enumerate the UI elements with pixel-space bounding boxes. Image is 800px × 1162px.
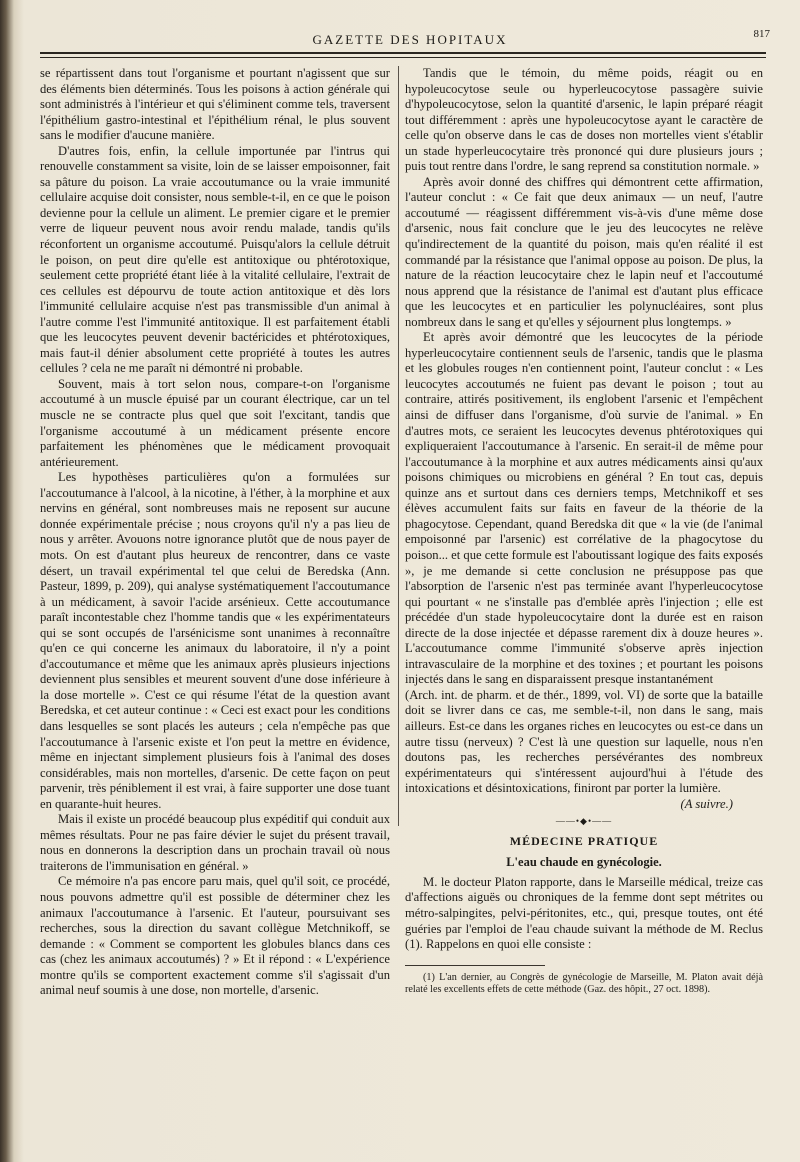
right-paragraph-4: (Arch. int. de pharm. et de thér., 1899, vol. VI) de sorte que la bataille doit se livrer dans ce cas, me semble-t-il, non dans le sang, mais ailleurs. Est-ce dans les organes riches en leucocytes ou est-ce dans un autre tissu (nerveux) ? C'est là une question sur laquelle, nous n'en doutons pas, les recherches persévérantes des nombreux expérimentateurs qui s'intéressent aujourd'hui à l'étude des intoxications et désintoxications, finiront par porter la lumière. <box>405 687 763 796</box>
left-paragraph-3: Souvent, mais à tort selon nous, compare-t-on l'organisme accoutumé à un muscle épuisé par un courant électrique, car un tel muscle ne se contracte plus quel que soit l'excitant, tandis que l'organisme accoutumé à un médicament présente encore parfaitement les phénomènes que le médicament provoquait antérieurement. <box>40 376 390 469</box>
end-ornament: ——•◆•—— <box>555 816 613 827</box>
page-header <box>40 26 780 50</box>
column-divider <box>398 66 399 826</box>
right-paragraph-2: Après avoir donné des chiffres qui démontrent cette affirmation, l'auteur conclut : « Ce fait que deux animaux — un neuf, l'autre accoutumé — réagissent différemment vis-à-vis d'une même dose d'arsenic, nous fait conclure que le jeu des leucocytes ne relève qu'indirectement de la quantité du poison, mais qu'en réalité il est commandé par la résistance que l'animal oppose au poison. De plus, la nature de la réaction leucocytaire chez le lapin neuf et l'accoutumé nous apprend que la résistance de l'animal est d'autant plus efficace que les leucocytes et en particulier les polynucléaires, sont plus nombreux dans le sang et qu'elles y séjournent plus longtemps. » <box>405 174 763 329</box>
running-title: GAZETTE DES HOPITAUX <box>312 32 508 47</box>
left-paragraph-1: se répartissent dans tout l'organisme et pourtant n'agissent que sur des éléments bien déterminés. Tous les poisons à action générale qui sont administrés à l'intérieur et qui s'éliminent comme tels, traversent l'épithélium gastro-intestinal et l'épithélium rénal, le plus souvent sans le modifier d'aucune manière. <box>40 66 390 143</box>
section-heading: MÉDECINE PRATIQUE <box>509 833 659 848</box>
left-paragraph-6: Ce mémoire n'a pas encore paru mais, quel qu'il soit, ce procédé, nous pouvons admettre qu'il est possible de déterminer chez les animaux l'accoutumance à l'arsenic. Et l'auteur, poursuivant ses recherches, sous la direction du savant collègue Metchnikoff, se demande : « Comment se comportent les globules blancs dans ces cas (chez les animaux accoutumés) ? » Et il répond : « L'expérience montre qu'ils se comportent exactement comme s'il s'agissait d'un animal neuf soumis à une dose, non mortelle, d'arsenic. <box>40 874 390 998</box>
right-paragraph-3: Et après avoir démontré que les leucocytes de la période hyperleucocytaire contiennent seuls de l'arsenic, tandis que le plasma et les globules rouges n'en contiennent point, l'auteur conclut : « Les leucocytes accoutumés ne fuient pas devant le poison ; tout au contraire, attirés positivement, ils englobent l'arsenic et l'empêchent ainsi de diffuser dans l'organisme, d'où survie de l'animal. » En d'autres mots, ce seraient les leucocytes devenus phtérotoxiques qui expliqueraient l'accoutumance à l'arsenic. En serait-il de même pour l'accoutumance à la morphine et aux autres médicaments ainsi qu'aux poisons chimiques ou microbiens en général ? En tout cas, depuis quinze ans et surtout dans ces derniers temps, Metchnikoff et ses élèves accumulent faits sur faits en faveur de la théorie de la phagocytose. Cependant, quand Beredska dit que « la vie (de l'animal empoisonné par l'arsenic) est corrélative de la phagocytose du poison... et que cette formule est l'aboutissant logique des faits exposés », je me demande si cette conclusion ne présuppose pas que l'absorption de l'arsenic n'est pas terminée avant l'hyperleucocytose qui pourtant « ne s'installe pas d'emblée après l'injection ; elle est précédée d'un stade hypoleucocytaire dont la durée est en raison directe de la dose injectée et dépasse rarement dix à douze heures ». L'accoutumance comme l'immunité s'observe après injection intravasculaire de la morphine et des toxines ; et pourtant les poisons injectés dans le sang en disparaissent presque instantanément <box>405 330 763 687</box>
page-binding-shadow <box>0 0 20 1162</box>
left-paragraph-4: Les hypothèses particulières qu'on a formulées sur l'accoutumance à l'alcool, à la nicotine, à l'éther, à la morphine et aux nervins en général, sont nombreuses mais ne reposent sur aucune donnée expérimentale précise ; nous croyons qu'il n'y a pas lieu de nous y arrêter. Avouons notre ignorance plutôt que de nous payer de mots. On est d'autant plus heureux de rencontrer, dans ce vaste désert, un travail expérimental tel que celui de Beredska (Ann. Pasteur, 1899, p. 209), qui analyse systématiquement l'accoutumance à un médicament, à savoir l'acide arsénieux. Cette accoutumance paraît incontestable chez l'homme tandis que « les expérimentateurs qui se sont occupés de l'arsénicisme sont unanimes à reconnaître qu'en ce qui concerne les animaux du laboratoire, il n'y a point d'accoutumance et même que les animaux après plusieurs injections deviennent plus sensibles et meurent souvent d'une dose inférieure à la dose mortelle ». C'est ce qui résume l'état de la question avant Beredska, et cet auteur continue : « Ceci est exact pour les conditions dans lesquelles se sont placés les auteurs ; cela n'empêche pas que l'accoutumance à l'arsenic existe et l'on peut la mettre en évidence, même en injectant simplement plusieurs fois à l'animal des doses considérables, mais non mortelles, d'arsenic. De cette façon on peut parvenir, très péniblement il est vrai, à faire supporter une dose tuant en quarante-huit heures. <box>40 470 390 811</box>
article-paragraph: M. le docteur Platon rapporte, dans le Marseille médical, treize cas d'affections aiguës ou chroniques de la femme dont sept métrites ou métro-salpingites, pelvi-péritonites, etc., qui, presque toutes, ont été guéries par l'emploi de l'eau chaude suivant la méthode de M. Reclus (1). Rappelons en quoi elle consiste : <box>405 874 763 952</box>
to-be-continued: (A suivre.) <box>680 796 733 811</box>
header-rule-thick <box>40 52 766 54</box>
left-paragraph-5: Mais il existe un procédé beaucoup plus expéditif qui conduit aux mêmes résultats. Pour ne pas faire dévier le sujet du présent travail, nous en donnerons la description dans un prochain travail où nous traiterons de l'immunisation en général. » <box>40 812 390 873</box>
footnote-rule <box>405 965 545 966</box>
footnote: (1) L'an dernier, au Congrès de gynécologie de Marseille, M. Platon avait déjà relaté les excellents effets de cette méthode (Gaz. des hôpit., 27 oct. 1898). <box>405 971 763 996</box>
right-paragraph-1: Tandis que le témoin, du même poids, réagit ou en hypoleucocytose seule ou hyperleucocytose passagère suivie d'hypoleucocytose, selon la quantité d'arsenic, le lapin préparé réagit tout différemment : après une hypoleucocytose ayant le caractère de celle qu'on observe dans le cas de doses non mortelles vient s'établir un stade hyperleucocytaire très prononcé qui dure plusieurs jours ; puis tout rentre dans l'ordre, le sang reprend sa constitution normale. » <box>405 66 763 174</box>
article-title: L'eau chaude en gynécologie. <box>506 855 662 870</box>
left-column <box>40 66 390 999</box>
right-column <box>405 66 763 997</box>
page-number: 817 <box>753 28 770 40</box>
left-paragraph-2: D'autres fois, enfin, la cellule importunée par l'intrus qui renouvelle constamment sa visite, loin de se laisser empoisonner, fait sa pâture du poison. La vraie accoutumance ou la vraie immunité cellulaire acquise doit consister, nous semble-t-il, en ce que le poison devienne pour la cellule un aliment. Le premier cigare et le premier verre de liqueur peuvent nous avoir rendu malade, tandis qu'ils réconfortent un organisme accoutumé. Puisqu'alors la cellule détruit le poison, on peut dire qu'elle est antitoxique ou phtérotoxique, seulement cette propriété étant liée à la vitalité cellulaire, l'extrait de ces cellules est dépourvu de toute action antitoxique et dès lors l'immunité cellulaire acquise n'est pas transmissible d'un animal à l'autre comme l'est l'immunité antitoxique. Il est parfaitement établi que les leucocytes peuvent devenir bactéricides et phtérotoxiques, mais faut-il dénier absolument cette propriété à toutes les autres cellules ? cela ne me paraît ni démontré ni probable. <box>40 143 390 376</box>
header-rule-thin <box>40 57 766 58</box>
